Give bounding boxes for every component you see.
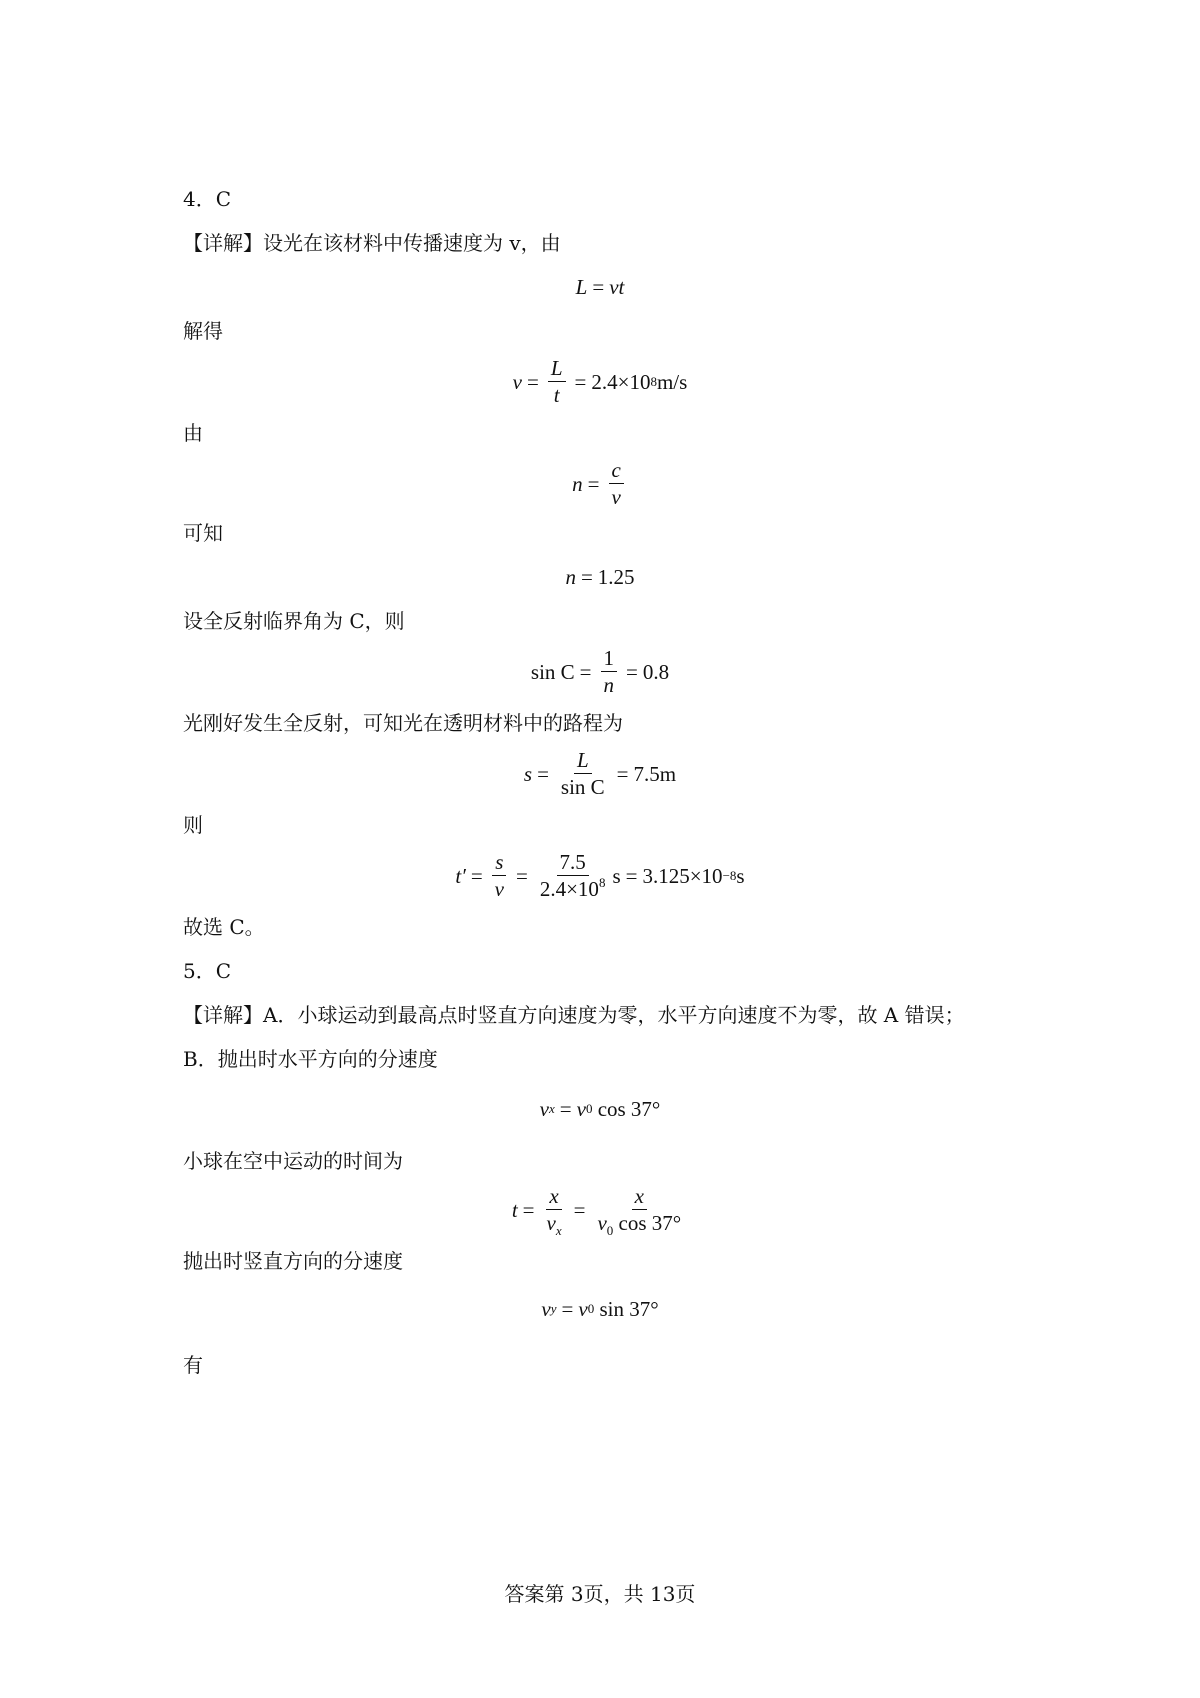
page-footer: 答案第 3页，共 13页 [504, 1582, 696, 1606]
q5-step2: 抛出时竖直方向的分速度 [183, 1249, 403, 1273]
q4-eq5: sin C = $\frac{1}{n}$ = 0.8 [530, 646, 670, 697]
fraction: $\frac{c}{v}$ [609, 458, 624, 509]
fraction: $\frac{s}{v}$ [492, 850, 507, 901]
eq-rhs: vt [609, 275, 625, 299]
q4-step5: 光刚好发生全反射，可知光在透明材料中的路程为 [183, 711, 623, 735]
q5-eq2: t = $\frac{x}{v_x}$ = $\frac{x}{v_0 \cos 37^\circ}$ [0, 1184, 1200, 1235]
q5-step1: 小球在空中运动的时间为 [183, 1149, 403, 1173]
fraction: $\frac{7.5}{2.4\times 10^8}$ [539, 850, 606, 901]
q4-conclusion: 故选 C。 [183, 915, 265, 939]
q5-detail: 【详解】A．小球运动到最高点时竖直方向速度为零，水平方向速度不为零，故 A 错误； [183, 1003, 965, 1027]
eq-lhs: v [512, 369, 522, 394]
q4-step4: 设全反射临界角为 C，则 [183, 609, 405, 633]
q4-detail: 【详解】设光在该材料中传播速度为 v，由 [183, 231, 561, 255]
eq-value: 2.4×10 [591, 369, 651, 394]
q5-eq3: v y = v 0 sin 37° [541, 1297, 659, 1321]
q4-step3: 可知 [183, 521, 223, 545]
fraction: $\frac{1}{n}$ [601, 646, 618, 697]
q5-answer: 5．C [183, 959, 232, 983]
q4-eq2: v = $\frac{L}{t}$ = 2.4×10 8 m/s [512, 356, 688, 407]
q4-eq1: L = vt [575, 275, 625, 299]
q4-step1: 解得 [183, 319, 223, 343]
q5-eq1: v x = v 0 cos 37° [539, 1097, 661, 1121]
eq-lhs: L [575, 275, 588, 299]
eq-unit: m/s [656, 369, 688, 394]
q4-eq4: n = 1.25 [565, 565, 635, 589]
q4-answer: 4．C [183, 187, 232, 211]
q5-step3: 有 [183, 1353, 203, 1377]
q5-step-b: B．抛出时水平方向的分速度 [183, 1047, 438, 1071]
fraction: $\frac{L}{t}$ [548, 356, 566, 407]
q4-step6: 则 [183, 813, 203, 837]
fraction: $\frac{x}{v_x}$ [546, 1184, 562, 1238]
fraction: $\frac{x}{v_0 \cos 37^\circ}$ [597, 1184, 682, 1238]
q4-eq6: s = $\frac{L}{\text{sin C}}$ = 7.5m [523, 748, 677, 799]
q4-eq3: n = $\frac{c}{v}$ [0, 458, 1200, 509]
fraction: $\frac{L}{\text{sin C}}$ [560, 748, 605, 799]
q4-step2: 由 [183, 421, 203, 445]
q4-eq7: t′ = $\frac{s}{v}$ = $\frac{7.5}{2.4\times 10^8}$ s = 3.125×10 −8 s [455, 850, 745, 901]
